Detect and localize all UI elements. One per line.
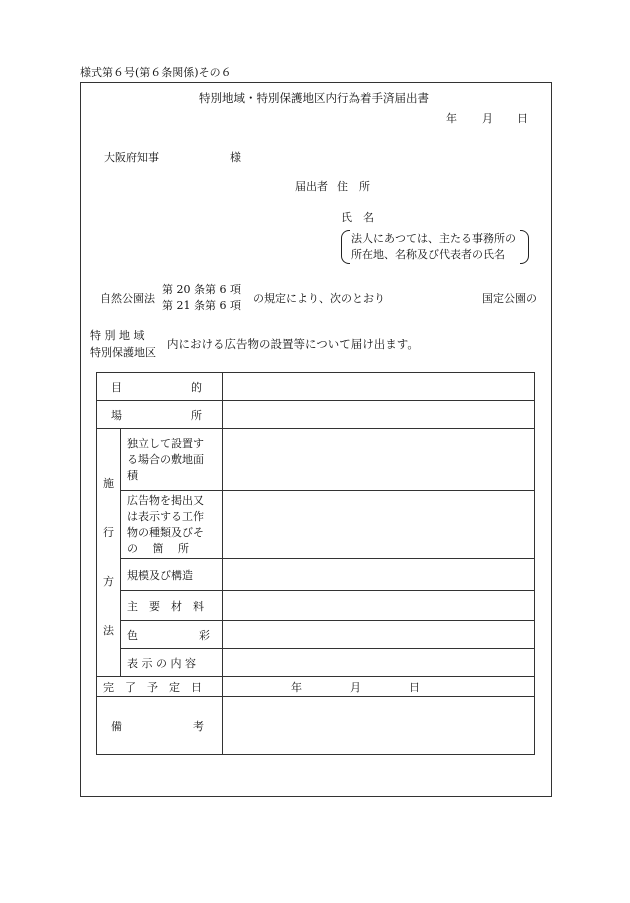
color-label: 色 彩 bbox=[121, 621, 223, 649]
materials-field[interactable] bbox=[223, 591, 535, 621]
site-area-field[interactable] bbox=[223, 429, 535, 491]
statement-middle: の規定により、次のとおり bbox=[253, 292, 385, 305]
application-table bbox=[96, 372, 535, 755]
date-month: 月 bbox=[482, 112, 493, 125]
method-label: 施 行 方 法 bbox=[97, 429, 121, 677]
corporation-note bbox=[341, 230, 529, 264]
remarks-field[interactable] bbox=[223, 697, 535, 755]
color-field[interactable] bbox=[223, 621, 535, 649]
form-number: 様式第６号(第６条関係)その６ bbox=[80, 66, 232, 79]
park-type: 国定公園の bbox=[482, 292, 537, 305]
location-label: 場 所 bbox=[97, 401, 223, 429]
corporation-note-line1: 法人にあつては、主たる事務所の bbox=[351, 232, 516, 245]
table-row-completion bbox=[97, 677, 535, 697]
materials-label: 主 要 材 料 bbox=[121, 591, 223, 621]
table-row-scale bbox=[97, 559, 535, 591]
table-row-structure-kind bbox=[97, 491, 535, 559]
completion-day: 日 bbox=[409, 680, 420, 694]
right-bracket bbox=[520, 230, 529, 264]
addressee-honorific: 様 bbox=[230, 151, 241, 164]
area-special-zone: 特 別 地 域 bbox=[90, 329, 145, 342]
corporation-note-text bbox=[351, 231, 516, 263]
table-row-purpose bbox=[97, 373, 535, 401]
table-row-color bbox=[97, 621, 535, 649]
completion-month: 月 bbox=[350, 680, 361, 694]
scale-label: 規模及び構造 bbox=[121, 559, 223, 591]
remarks-label: 備 考 bbox=[97, 697, 223, 755]
structure-kind-label: 広告物を掲出又 は表示する工作 物の種類及びそ の 箇 所 bbox=[121, 491, 223, 559]
table-row-site-area bbox=[97, 429, 535, 491]
display-label: 表 示 の 内 容 bbox=[121, 649, 223, 677]
table-row-remarks bbox=[97, 697, 535, 755]
law-name: 自然公園法 bbox=[100, 292, 155, 305]
area-special-protection: 特別保護地区 bbox=[90, 346, 156, 359]
address-label: 住 所 bbox=[337, 180, 370, 193]
addressee-governor: 大阪府知事 bbox=[104, 151, 159, 164]
completion-date-field[interactable] bbox=[223, 677, 535, 697]
clause-21: 第 21 条第 6 項 bbox=[162, 299, 241, 312]
site-area-label: 独立して設置す る場合の敷地面 積 bbox=[121, 429, 223, 491]
location-field[interactable] bbox=[223, 401, 535, 429]
date-day: 日 bbox=[517, 112, 528, 125]
display-field[interactable] bbox=[223, 649, 535, 677]
table-row-display bbox=[97, 649, 535, 677]
clause-20: 第 20 条第 6 項 bbox=[162, 283, 241, 296]
completion-year: 年 bbox=[291, 680, 302, 694]
structure-kind-field[interactable] bbox=[223, 491, 535, 559]
form-title: 特別地域・特別保護地区内行為着手済届出書 bbox=[199, 91, 429, 105]
corporation-note-line2: 所在地、名称及び代表者の氏名 bbox=[351, 248, 505, 261]
completion-label: 完 了 予 定 日 bbox=[97, 677, 223, 697]
purpose-label: 目 的 bbox=[97, 373, 223, 401]
table-row-location bbox=[97, 401, 535, 429]
left-bracket bbox=[341, 230, 350, 264]
purpose-field[interactable] bbox=[223, 373, 535, 401]
notifier-label: 届出者 bbox=[295, 180, 328, 193]
table-row-materials bbox=[97, 591, 535, 621]
scale-field[interactable] bbox=[223, 559, 535, 591]
name-label: 氏 名 bbox=[341, 211, 374, 224]
date-year: 年 bbox=[446, 112, 457, 125]
statement-ending: 内における広告物の設置等について届け出ます。 bbox=[167, 337, 419, 351]
